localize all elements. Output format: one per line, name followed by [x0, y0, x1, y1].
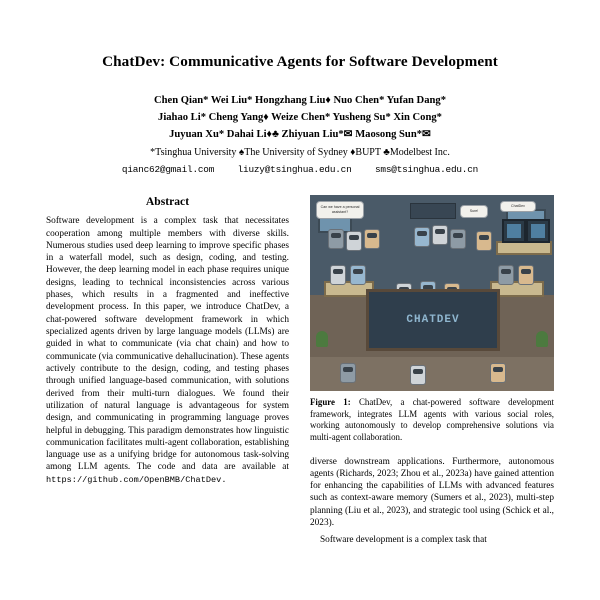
scene-monitor-1: [502, 219, 526, 243]
figure-label: Figure 1:: [310, 397, 351, 408]
agent-avatar: [518, 265, 534, 285]
speech-bubble-left: Can we have a personal assistant?: [316, 201, 364, 219]
agent-avatar: [350, 265, 366, 285]
agent-avatar: [490, 363, 506, 383]
agent-avatar: [498, 265, 514, 285]
agent-avatar: [476, 231, 492, 251]
email-2: liuzy@tsinghua.edu.cn: [237, 164, 352, 176]
left-column: [46, 195, 289, 547]
affiliations: *Tsinghua University ♠The University of Sydney ♦BUPT ♣Modelbest Inc.: [150, 147, 450, 159]
speech-bubble-right: Sure!: [460, 205, 488, 218]
agent-avatar: [414, 227, 430, 247]
page-title: ChatDev: Communicative Agents for Software Development: [102, 53, 498, 70]
agent-avatar: [450, 229, 466, 249]
plant-icon: [536, 331, 548, 347]
scene-monitor-2: [526, 219, 550, 243]
plant-icon: [316, 331, 328, 347]
agent-avatar: [346, 231, 362, 251]
agent-avatar: [330, 265, 346, 285]
agent-avatar: [410, 365, 426, 385]
author-line-1: Chen Qian* Wei Liu* Hongzhang Liu♦ Nuo Chen* Yufan Dang*: [153, 94, 446, 106]
author-line-2: Jiahao Li* Cheng Yang♦ Weize Chen* Yusheng Su* Xin Cong*: [158, 111, 442, 123]
scene-desk-right: [496, 241, 552, 255]
author-line-3: Juyuan Xu* Dahai Li♦♣ Zhiyuan Liu*✉ Maosong Sun*✉: [169, 129, 431, 141]
agent-avatar: [432, 225, 448, 245]
agent-avatar: [340, 363, 356, 383]
agent-avatar: [364, 229, 380, 249]
two-column-body: [46, 195, 554, 547]
right-paragraph-2: Software development is a complex task that: [320, 535, 487, 546]
right-column: [310, 195, 554, 547]
author-list: [46, 92, 554, 143]
figure-image: [310, 195, 554, 391]
scene-rug: [366, 289, 500, 351]
abstract-text: Software development is a complex task that necessitates cooperation among multiple members with diverse skills. Numerous studies used deep learning to improve specific phases in a waterfall model, such as design, coding, and testing. However, the deep learning model in each phase requires unique designs, leading to technical inconsistencies across various phases, which results in a fragmented and ineffective development process. In this paper, we introduce ChatDev, a chat-powered software development framework in which specialized agents driven by large language models (LLMs) are guided in what to communicate (via chat chain) and how to communicate (via communicative dehallucination). These agents actively contribute to the design, coding, and testing phases through unified language-based communication, with solutions derived from their multi-turn dialogues. We found their utilization of natural language is advantageous for system design, and communicating in programming language proves helpful in debugging. This paradigm demonstrates how linguistic communication facilitates multi-agent collaboration, establishing language use as a unifying bridge for autonomous task-solving among LLM agents. The code and data are available at: [46, 216, 289, 473]
monitor-label: ChatDev: [500, 201, 536, 212]
right-paragraph-1: diverse downstream applications. Furthermore, autonomous agents (Richards, 2023; Zhou et al., 2023a) have gained attention for enhancing the capabilities of LLMs with advanced features such as context-aware memory (Sumers et al., 2023), multi-step planning (Liu et al., 2023), and strategic tool using (Schick et al., 2023).: [310, 456, 554, 529]
abstract-link[interactable]: https://github.com/OpenBMB/ChatDev.: [46, 474, 227, 485]
scene-wall-panel: [410, 203, 456, 219]
chatdev-logo: CHATDEV: [406, 314, 460, 327]
email-list: [46, 164, 554, 175]
figure-caption-text: ChatDev, a chat-powered software development framework, integrates LLM agents with various social roles, working autonomously to develop comprehensive solutions via multi-agent collaboration.: [310, 397, 554, 442]
agent-avatar: [328, 229, 344, 249]
figure-caption: [310, 397, 554, 443]
email-1: qianc62@gmail.com: [121, 164, 215, 176]
abstract-heading: Abstract: [145, 195, 190, 209]
email-3: sms@tsinghua.edu.cn: [374, 164, 479, 176]
abstract-paragraph: [46, 215, 289, 486]
figure-1: [310, 195, 554, 443]
